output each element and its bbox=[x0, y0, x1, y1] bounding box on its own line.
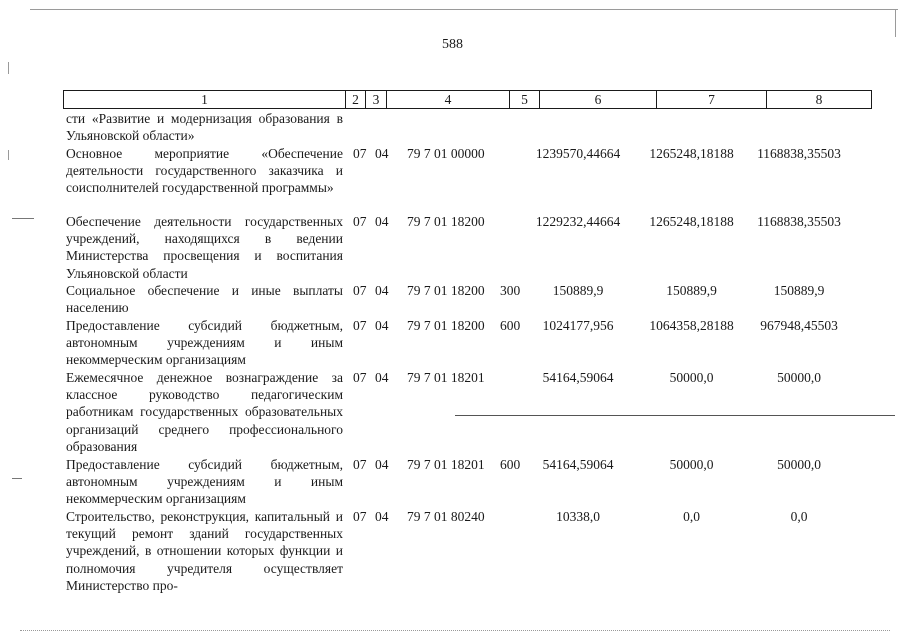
subsection-code: 04 bbox=[375, 370, 389, 385]
section-code: 07 bbox=[353, 146, 367, 161]
section-code: 07 bbox=[353, 509, 367, 524]
margin-tick bbox=[8, 62, 9, 74]
margin-tick bbox=[8, 150, 9, 160]
header-col-2: 2 bbox=[346, 91, 366, 109]
target-article-code: 79 7 01 18201 bbox=[407, 370, 485, 385]
amount-col-8: 50000,0 bbox=[777, 370, 821, 385]
expense-type-code: 600 bbox=[500, 318, 521, 333]
amount-col-8: 0,0 bbox=[790, 509, 808, 524]
amount-col-8: 1168838,35503 bbox=[757, 146, 841, 161]
section-code: 07 bbox=[353, 214, 367, 229]
margin-dash bbox=[12, 478, 22, 479]
header-col-5: 5 bbox=[510, 91, 540, 109]
amount-col-6: 10338,0 bbox=[556, 509, 600, 524]
subsection-code: 04 bbox=[375, 214, 389, 229]
page-number: 588 bbox=[442, 37, 463, 52]
header-col-6: 6 bbox=[540, 91, 657, 109]
amount-col-8: 50000,0 bbox=[777, 457, 821, 472]
amount-col-6: 1229232,44664 bbox=[535, 214, 621, 229]
section-code: 07 bbox=[353, 370, 367, 385]
amount-col-7: 150889,9 bbox=[666, 283, 717, 298]
margin-dash bbox=[12, 218, 34, 219]
table-header bbox=[63, 90, 872, 109]
section-code: 07 bbox=[353, 457, 367, 472]
row-description: Предоставление субсидий бюджетным, автономным учреждениям и иным некоммерческим организациям bbox=[66, 318, 343, 368]
target-article-code: 79 7 01 18200 bbox=[407, 214, 485, 229]
header-col-3: 3 bbox=[366, 91, 387, 109]
header-col-4: 4 bbox=[387, 91, 510, 109]
amount-col-8: 150889,9 bbox=[773, 283, 825, 298]
amount-col-7: 1265248,18188 bbox=[649, 146, 734, 161]
row-description: Строительство, реконструкция, капитальный и текущий ремонт зданий государственных учреждений, в отношении которых функции и полномочия учредителя осуществляет Министерство про- bbox=[66, 509, 343, 593]
amount-col-8: 967948,45503 bbox=[760, 318, 838, 333]
expense-type-code: 600 bbox=[500, 457, 521, 472]
subsection-code: 04 bbox=[375, 457, 389, 472]
scan-artifact-line bbox=[455, 415, 895, 416]
amount-col-7: 50000,0 bbox=[669, 370, 714, 385]
scan-frame-top bbox=[30, 9, 898, 10]
row-description: Основное мероприятие «Обеспечение деятельности государственного заказчика и соисполнителей государственной программы» bbox=[66, 146, 343, 196]
amount-col-7: 1265248,18188 bbox=[649, 214, 734, 229]
target-article-code: 79 7 01 80240 bbox=[407, 509, 485, 524]
header-col-1: 1 bbox=[64, 91, 346, 109]
row-description: Обеспечение деятельности государственных учреждений, находящихся в ведении Министерства просвещения и воспитания Ульяновской области bbox=[66, 214, 343, 281]
amount-col-7: 0,0 bbox=[683, 509, 700, 524]
expense-type-code: 300 bbox=[500, 283, 521, 298]
row-description: Предоставление субсидий бюджетным, автономным учреждениям и иным некоммерческим организациям bbox=[66, 457, 343, 507]
row-description: Социальное обеспечение и иные выплаты населению bbox=[66, 283, 343, 316]
target-article-code: 79 7 01 18200 bbox=[407, 283, 485, 298]
target-article-code: 79 7 01 18200 bbox=[407, 318, 485, 333]
header-col-8: 8 bbox=[767, 91, 872, 109]
amount-col-7: 50000,0 bbox=[669, 457, 714, 472]
target-article-code: 79 7 01 00000 bbox=[407, 146, 485, 161]
amount-col-6: 54164,59064 bbox=[542, 457, 614, 472]
amount-col-7: 1064358,28188 bbox=[649, 318, 734, 333]
subsection-code: 04 bbox=[375, 318, 389, 333]
subsection-code: 04 bbox=[375, 509, 389, 524]
section-code: 07 bbox=[353, 283, 367, 298]
scan-frame-right bbox=[895, 9, 896, 37]
amount-col-6: 1239570,44664 bbox=[535, 146, 621, 161]
scan-artifact-bottom bbox=[20, 630, 890, 631]
amount-col-6: 1024177,956 bbox=[542, 318, 614, 333]
row-description: Ежемесячное денежное вознаграждение за классное руководство педагогическим работникам государственных образовательных организаций среднего профессионального образования bbox=[66, 370, 343, 454]
row-description: сти «Развитие и модернизация образования в Ульяновской области» bbox=[66, 111, 343, 144]
amount-col-6: 150889,9 bbox=[552, 283, 604, 298]
amount-col-8: 1168838,35503 bbox=[757, 214, 841, 229]
header-col-7: 7 bbox=[657, 91, 767, 109]
target-article-code: 79 7 01 18201 bbox=[407, 457, 485, 472]
section-code: 07 bbox=[353, 318, 367, 333]
subsection-code: 04 bbox=[375, 283, 389, 298]
amount-col-6: 54164,59064 bbox=[542, 370, 614, 385]
subsection-code: 04 bbox=[375, 146, 389, 161]
